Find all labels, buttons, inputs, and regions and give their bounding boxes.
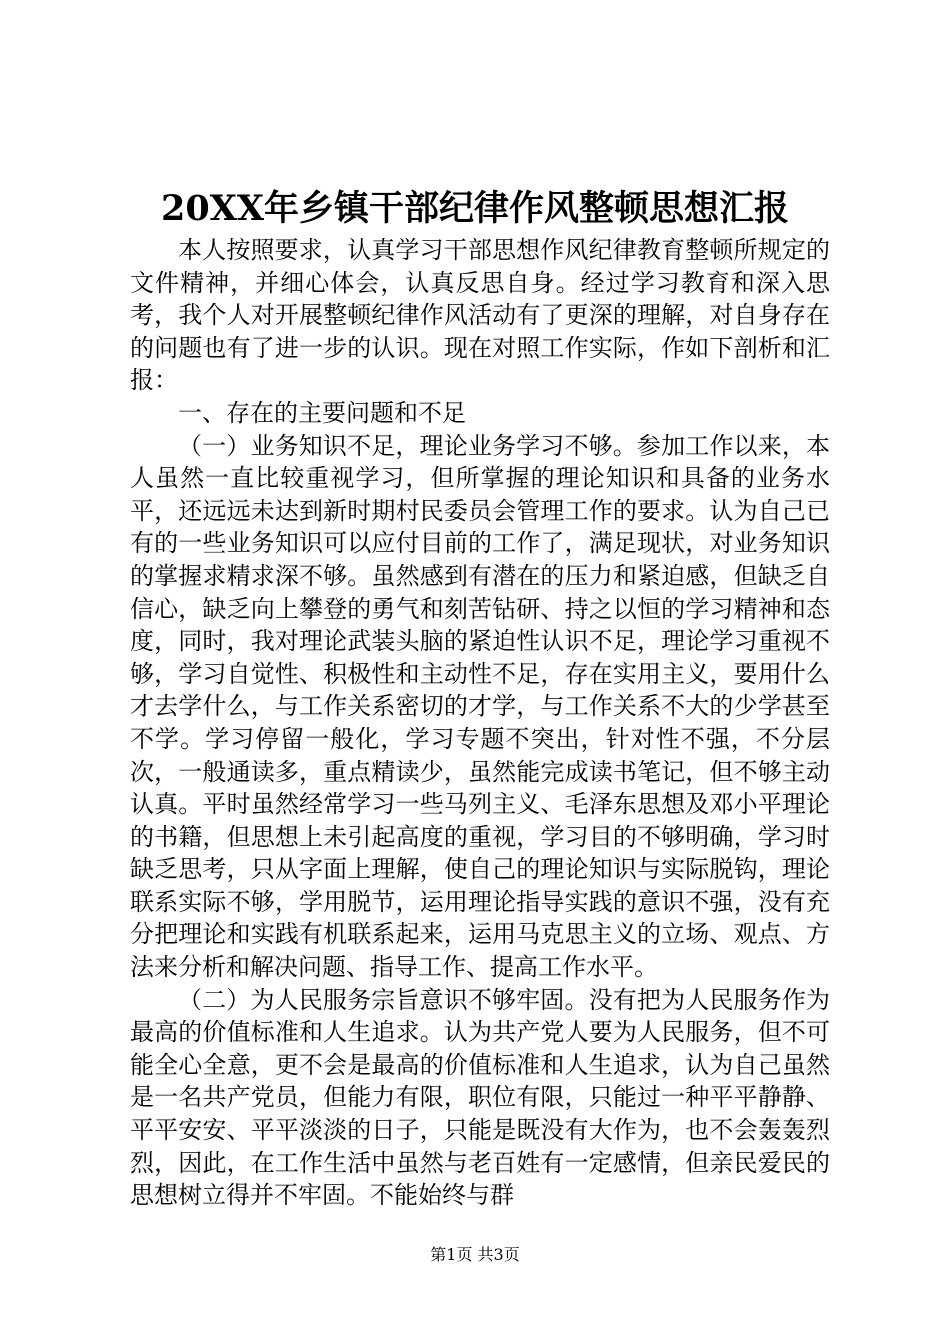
document-body xyxy=(130,234,830,1212)
page-footer: 第1页 共3页 xyxy=(430,1245,520,1264)
document-title: 20XX年乡镇干部纪律作风整顿思想汇报 xyxy=(160,188,790,229)
paragraph-intro: 本人按照要求，认真学习干部思想作风纪律教育整顿所规定的文件精神，并细心体会，认真反思自身。经过学习教育和深入思考，我个人对开展整顿纪律作风活动有了更深的理解，对自身存在的问题也有了进一步的认识。现在对照工作实际，作如下剖析和汇报： xyxy=(130,236,830,395)
paragraph-problem-1: （一）业务知识不足，理论业务学习不够。参加工作以来，本人虽然一直比较重视学习，但所掌握的理论知识和具备的业务水平，还远远未达到新时期村民委员会管理工作的要求。认为自己已有的一些业务知识可以应付目前的工作了，满足现状，对业务知识的掌握求精求深不够。虽然感到有潜在的压力和紧迫感，但缺乏自信心，缺乏向上攀登的勇气和刻苦钻研、持之以恒的学习精神和态度，同时，我对理论武装头脑的紧迫性认识不足，理论学习重视不够，学习自觉性、积极性和主动性不足，存在实用主义，要用什么才去学什么，与工作关系密切的才学，与工作关系不大的少学甚至不学。学习停留一般化，学习专题不突出，针对性不强，不分层次，一般通读多，重点精读少，虽然能完成读书笔记，但不够主动认真。平时虽然经常学习一些马列主义、毛泽东思想及邓小平理论的书籍，但思想上未引起高度的重视，学习目的不够明确，学习时缺乏思考，只从字面上理解，使自己的理论知识与实际脱钩，理论联系实际不够，学用脱节，运用理论指导实践的意识不强，没有充分把理论和实践有机联系起来，运用马克思主义的立场、观点、方法来分析和解决问题、指导工作、提高工作水平。 xyxy=(130,431,830,982)
section-heading-problems: 一、存在的主要问题和不足 xyxy=(178,398,466,427)
paragraph-problem-2: （二）为人民服务宗旨意识不够牢固。没有把为人民服务作为最高的价值标准和人生追求。认为共产党人要为人民服务，但不可能全心全意，更不会是最高的价值标准和人生追求，认为自己虽然是一名共产党员，但能力有限，职位有限，只能过一种平平静静、平平安安、平平淡淡的日子，只能是既没有大作为，也不会轰轰烈烈，因此，在工作生活中虽然与老百姓有一定感情，但亲民爱民的思想树立得并不牢固。不能始终与群 xyxy=(130,985,830,1210)
